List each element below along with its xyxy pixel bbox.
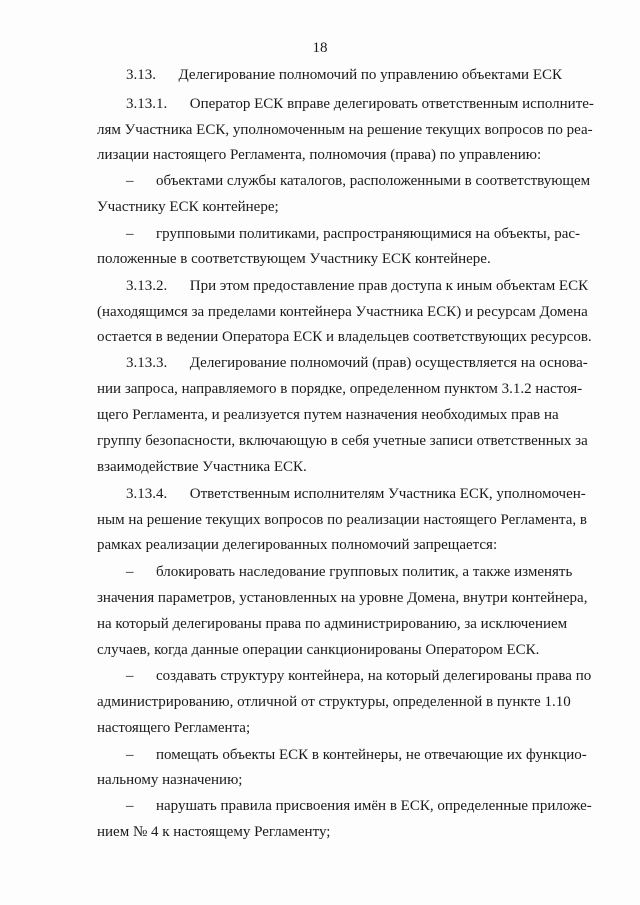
list-item-line: значения параметров, установленных на уровне Домена, внутри контейнера, (97, 590, 588, 606)
paragraph-line: ным на решение текущих вопросов по реализации настоящего Регламента, в (97, 512, 587, 528)
list-item-line: настоящего Регламента; (97, 720, 251, 736)
section-heading: 3.13. Делегирование полномочий по управлению объектами ЕСК (126, 67, 563, 83)
paragraph-line: остается в ведении Оператора ЕСК и владельцев соответствующих ресурсов. (97, 329, 592, 345)
paragraph-line: 3.13.3. Делегирование полномочий (прав) осуществляется на основа- (126, 355, 588, 371)
page-number: 18 (312, 40, 328, 56)
list-item-line: – нарушать правила присвоения имён в ЕСК, определенные приложе- (126, 798, 592, 814)
paragraph-line: рамках реализации делегированных полномочий запрещается: (97, 537, 498, 553)
list-item-line: случаев, когда данные операции санкционированы Оператором ЕСК. (97, 642, 540, 658)
list-item-line: администрированию, отличной от структуры, определенной в пункте 1.10 (97, 694, 571, 710)
paragraph-line: лизации настоящего Регламента, полномочия (права) по управлению: (97, 147, 542, 163)
paragraph-line: 3.13.4. Ответственным исполнителям Участника ЕСК, уполномочен- (126, 486, 586, 502)
paragraph-line: группу безопасности, включающую в себя учетные записи ответственных за (97, 433, 588, 449)
paragraph-line: взаимодействие Участника ЕСК. (97, 459, 307, 475)
paragraph-line: нии запроса, направляемого в порядке, определенном пунктом 3.1.2 настоя- (97, 381, 583, 397)
list-item-line: – блокировать наследование групповых политик, а также изменять (126, 564, 573, 580)
list-item-line: Участнику ЕСК контейнере; (97, 199, 279, 215)
list-item-line: – помещать объекты ЕСК в контейнеры, не отвечающие их функцио- (126, 747, 587, 763)
paragraph-line: лям Участника ЕСК, уполномоченным на решение текущих вопросов по реа- (97, 122, 593, 138)
list-item-line: – групповыми политиками, распространяющимися на объекты, рас- (126, 226, 581, 242)
list-item-line: положенные в соответствующем Участнику ЕСК контейнере. (97, 251, 491, 267)
list-item-line: нием № 4 к настоящему Регламенту; (97, 824, 331, 840)
paragraph-line: (находящимся за пределами контейнера Участника ЕСК) и ресурсам Домена (97, 304, 588, 320)
paragraph-line: 3.13.2. При этом предоставление прав доступа к иным объектам ЕСК (126, 278, 589, 294)
list-item-line: нальному назначению; (97, 772, 243, 788)
paragraph-line: 3.13.1. Оператор ЕСК вправе делегировать ответственным исполните- (126, 96, 594, 112)
list-item-line: – создавать структуру контейнера, на который делегированы права по (126, 668, 592, 684)
list-item-line: – объектами службы каталогов, расположенными в соответствующем (126, 173, 591, 189)
paragraph-line: щего Регламента, и реализуется путем назначения необходимых прав на (97, 407, 559, 423)
list-item-line: на который делегированы права по администрированию, за исключением (97, 616, 568, 632)
